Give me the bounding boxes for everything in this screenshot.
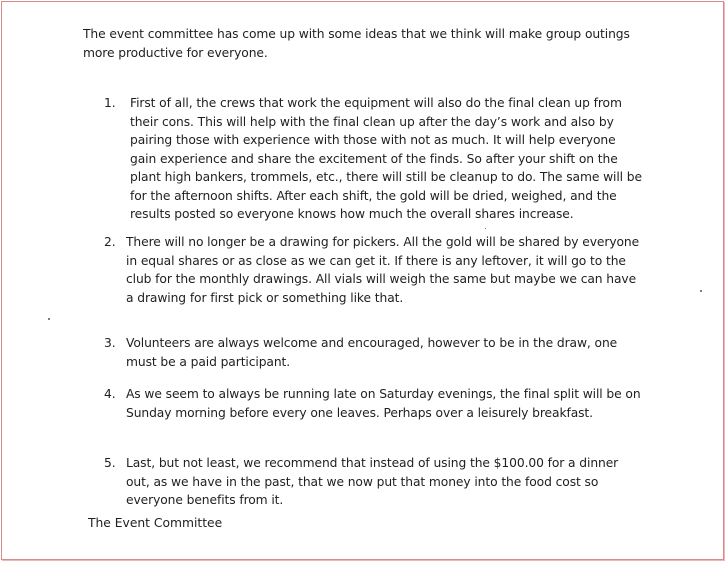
list-item-5 [104, 454, 644, 510]
list-item-number: 5. [104, 456, 116, 470]
list-item-1 [104, 94, 644, 224]
intro-paragraph: The event committee has come up with some ideas that we think will make group outings more productive for everyone. [83, 27, 630, 60]
list-item-text: Last, but not least, we recommend that instead of using the $100.00 for a dinner out, as we have in the past, that we now put that money into the food cost so everyone benefits from it. [126, 456, 619, 507]
list-item-2 [104, 233, 644, 307]
scan-speck [700, 290, 702, 292]
list-item-number: 1. [104, 96, 116, 110]
scan-speck [485, 228, 486, 229]
list-item-3 [104, 334, 644, 371]
signature: The Event Committee [88, 516, 223, 530]
list-item-text: First of all, the crews that work the equipment will also do the final clean up from their cons. This will help with the final clean up after the day’s work and also by pairing those with experience with those with not as much. It will help everyone gain experience and share the excitement of the finds. So after your shift on the plant high bankers, trommels, etc., there will still be cleanup to do. The same will be for the afternoon shifts. After each shift, the gold will be dried, weighed, and the results posted so everyone knows how much the overall shares increase. [130, 96, 642, 221]
list-item-4 [104, 385, 644, 422]
list-item-text: There will no longer be a drawing for pickers. All the gold will be shared by everyone in equal shares or as close as we can get it. If there is any leftover, it will go to the club for the monthly drawings. All vials will weigh the same but maybe we can have a drawing for first pick or something like that. [126, 235, 640, 305]
list-item-number: 2. [104, 235, 116, 249]
list-item-number: 4. [104, 387, 116, 401]
list-item-text: Volunteers are always welcome and encouraged, however to be in the draw, one must be a paid participant. [126, 336, 618, 369]
list-item-text: As we seem to always be running late on Saturday evenings, the final split will be on Sunday morning before every one leaves. Perhaps over a leisurely breakfast. [126, 387, 641, 420]
scan-speck [48, 318, 50, 320]
list-item-number: 3. [104, 336, 116, 350]
